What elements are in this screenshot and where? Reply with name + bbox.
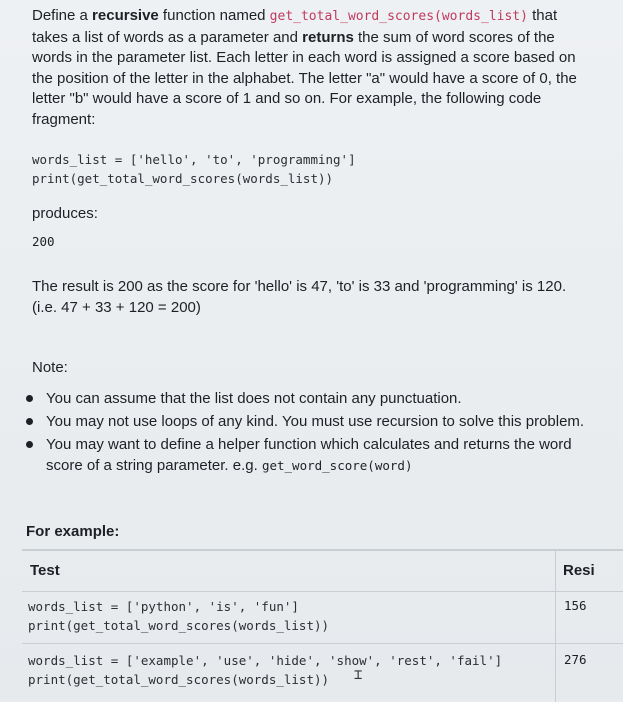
table-row-test — [28, 651, 502, 689]
code-line: print(get_total_word_scores(words_list)) — [28, 618, 330, 633]
note-text: You may not use loops of any kind. You must use recursion to solve this problem. — [46, 413, 585, 430]
description-text: function named — [158, 7, 270, 24]
recursive-keyword: recursive — [92, 7, 159, 24]
result-explanation: The result is 200 as the score for 'hello' is 47, 'to' is 33 and 'programming' is 120. (i.e. 47 + 33 + 120 = 200) — [32, 278, 567, 316]
note-item — [22, 434, 592, 476]
bullet-icon — [26, 418, 33, 425]
returns-keyword: returns — [302, 28, 354, 46]
note-item — [22, 411, 592, 432]
note-item — [22, 388, 592, 409]
code-line: words_list = ['python', 'is', 'fun'] — [28, 599, 299, 614]
table-row-test — [28, 597, 329, 635]
example-output: 200 — [32, 234, 55, 249]
code-line: words_list = ['example', 'use', 'hide', 'show', 'rest', 'fail'] — [28, 653, 503, 668]
description-text: Define a — [32, 7, 93, 24]
table-divider — [22, 643, 623, 644]
text-cursor-icon: ⌶ — [354, 667, 363, 683]
example-code-block — [32, 150, 356, 188]
notes-list — [22, 388, 592, 478]
code-line: print(get_total_word_scores(words_list)) — [28, 672, 330, 687]
note-title: Note: — [32, 359, 68, 376]
note-text: You can assume that the list does not contain any punctuation. — [46, 390, 462, 407]
bullet-icon — [26, 441, 33, 448]
header-result: Resi — [563, 562, 595, 579]
bullet-icon — [26, 395, 33, 402]
column-divider — [555, 551, 556, 702]
table-row-result: 276 — [564, 652, 587, 667]
code-line: print(get_total_word_scores(words_list)) — [32, 171, 334, 186]
header-test: Test — [30, 562, 60, 579]
code-line: words_list = ['hello', 'to', 'programming'] — [32, 152, 356, 167]
description-text: the sum of word scores of the words in the parameter list. Each letter in each word is assigned a score based on the position of the letter in the alphabet. The letter "a" would have a score of 0, the letter "b" would have a score of 1 and so on. For example, the following code fragment: — [32, 28, 577, 128]
note-text: You may want to define a helper function which calculates and returns the word score of a string parameter. e.g. — [46, 436, 572, 474]
example-title: For example: — [26, 523, 120, 540]
function-signature: get_total_word_scores(words_list) — [269, 9, 528, 24]
helper-function-code: get_word_score(word) — [261, 458, 413, 473]
table-divider — [22, 591, 623, 592]
description-text: that takes a list of words as a parameter and — [32, 7, 558, 46]
test-table — [22, 549, 623, 702]
table-row-result: 156 — [564, 598, 587, 613]
produces-label: produces: — [32, 205, 98, 222]
question-description — [32, 6, 592, 130]
